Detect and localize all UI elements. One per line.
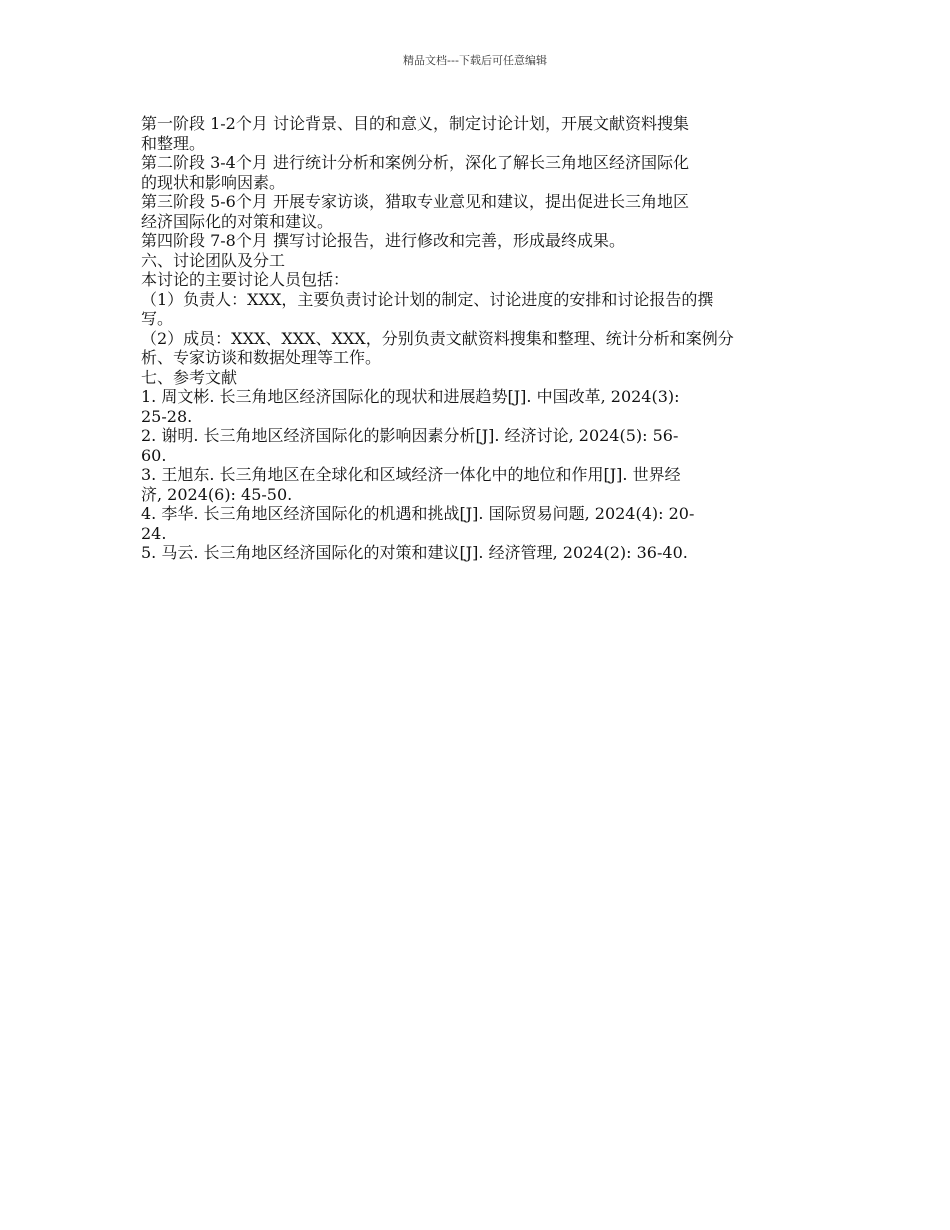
body-line-stage-1: 第一阶段 1-2个月 讨论背景、目的和意义，制定讨论计划，开展文献资料搜集 [141,114,689,133]
reference-3-cont: 济, 2024(6): 45-50. [141,484,293,504]
body-line-team-intro: 本讨论的主要讨论人员包括： [141,270,350,289]
body-line-team-lead: （1）负责人：XXX，主要负责讨论计划的制定、讨论进度的安排和讨论报告的撰 [141,289,714,309]
body-line-stage-2-cont: 的现状和影响因素。 [141,172,286,192]
body-line-stage-3-cont: 经济国际化的对策和建议。 [141,211,334,231]
section-heading-references: 七、参考文献 [141,367,238,387]
body-line-stage-1-cont: 和整理。 [141,133,206,153]
body-line-team-lead-cont: 写。 [141,309,174,328]
reference-5: 5. 马云. 长三角地区经济国际化的对策和建议[J]. 经济管理, 2024(2): 36-40. [141,543,688,562]
reference-1-cont: 25-28. [141,406,193,426]
body-line-stage-2: 第二阶段 3-4个月 进行统计分析和案例分析，深化了解长三角地区经济国际化 [141,153,689,172]
page-header: 精品文档---下载后可任意编辑 [403,54,547,67]
body-line-team-members-cont: 析、专家访谈和数据处理等工作。 [141,348,382,367]
document-body [141,114,813,563]
section-heading-team: 六、讨论团队及分工 [141,250,286,270]
reference-4: 4. 李华. 长三角地区经济国际化的机遇和挑战[J]. 国际贸易问题, 2024(4): 20- [141,504,695,523]
body-line-stage-3: 第三阶段 5-6个月 开展专家访谈，猎取专业意见和建议，提出促进长三角地区 [141,192,689,211]
reference-2: 2. 谢明. 长三角地区经济国际化的影响因素分析[J]. 经济讨论, 2024(5): 56- [141,426,679,445]
reference-1: 1. 周文彬. 长三角地区经济国际化的现状和进展趋势[J]. 中国改革, 2024(3): [141,387,680,406]
body-line-team-members: （2）成员：XXX、XXX、XXX，分别负责文献资料搜集和整理、统计分析和案例分 [141,328,734,348]
reference-4-cont: 24. [141,523,167,543]
reference-2-cont: 60. [141,445,167,465]
reference-3: 3. 王旭东. 长三角地区在全球化和区域经济一体化中的地位和作用[J]. 世界经 [141,465,681,484]
body-line-stage-4: 第四阶段 7-8个月 撰写讨论报告，进行修改和完善，形成最终成果。 [141,231,625,250]
